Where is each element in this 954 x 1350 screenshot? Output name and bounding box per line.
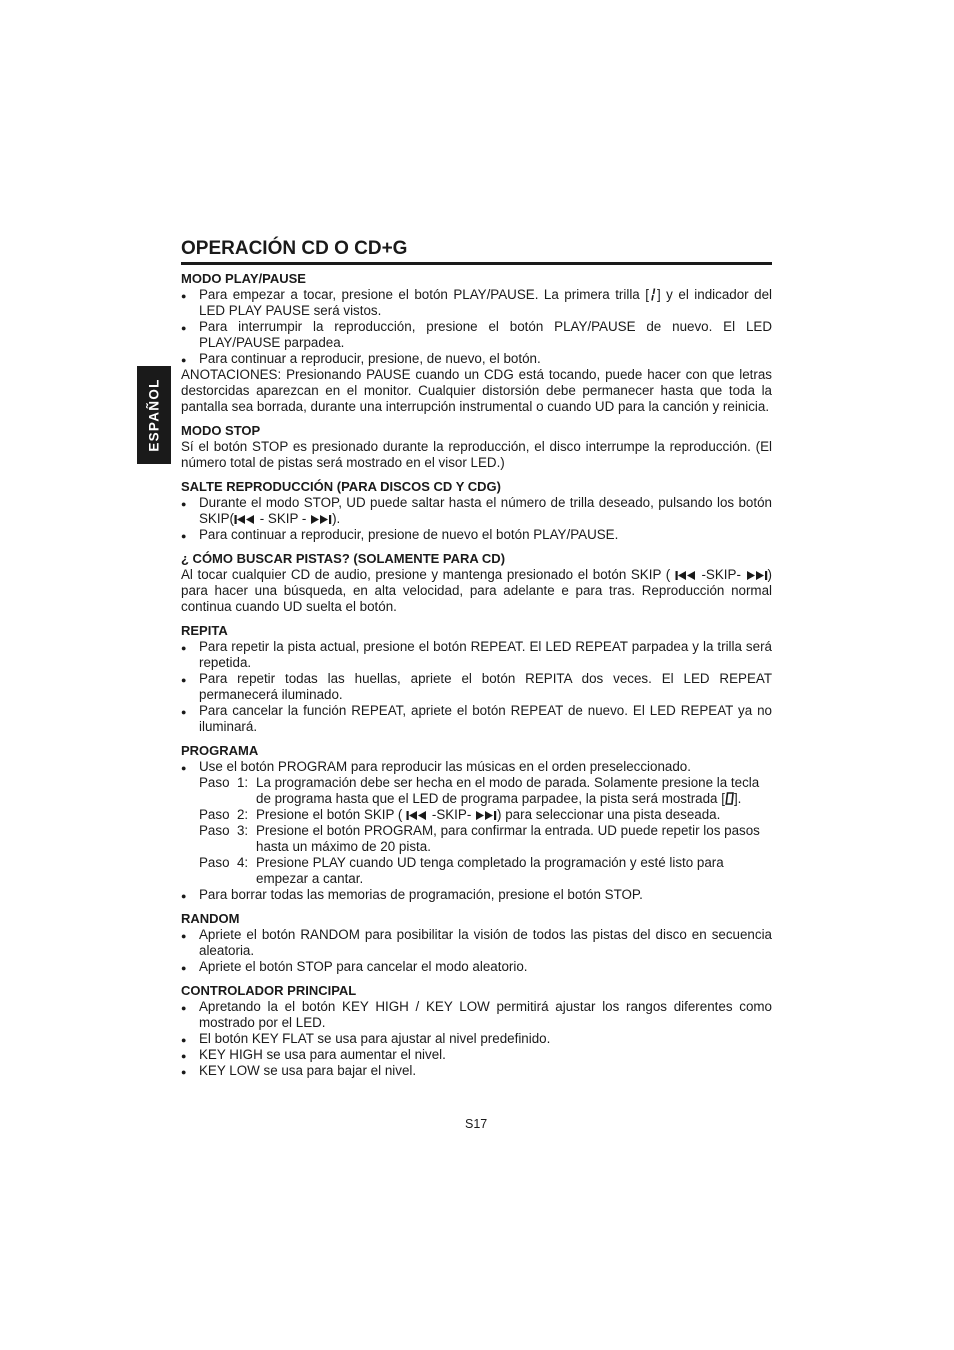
list-item: ● Use el botón PROGRAM para reproducir las músicas en el orden preseleccionado. — [181, 759, 772, 775]
list-item: ● Apriete el botón RANDOM para posibilitar la visión de todos las pistas del disco en secuencia aleatoria. — [181, 927, 772, 959]
content — [181, 237, 772, 1079]
section-heading: RANDOM — [181, 911, 240, 926]
section-search — [181, 551, 772, 615]
list-item: ● Para borrar todas las memorias de programación, presione el botón STOP. — [181, 887, 772, 903]
paragraph: Sí el botón STOP es presionado durante la reproducción, el disco interrumpe la reproducción. (El número total de pistas será mostrado en el visor LED.) — [181, 439, 772, 470]
note-text: ANOTACIONES: Presionando PAUSE cuando un CDG está tocando, puede hacer con que letras destorcidas aparezcan en el monitor. Cualquier distorsión debe permanecer hasta que toda la pantalla sea borrada, durante una interrupción instrumental o cuando UD para la canción y reinicia. — [181, 367, 772, 414]
list-item: ● Apriete el botón STOP para cancelar el modo aleatorio. — [181, 959, 772, 975]
skip-back-icon — [234, 514, 256, 525]
section-stop — [181, 423, 772, 471]
list-item: ● Para continuar a reproducir, presione, de nuevo, el botón. — [181, 351, 772, 367]
section-heading: MODO PLAY/PAUSE — [181, 271, 306, 286]
list-item: ● KEY LOW se usa para bajar el nivel. — [181, 1063, 772, 1079]
section-heading: ¿ CÓMO BUSCAR PISTAS? (SOLAMENTE PARA CD) — [181, 551, 506, 566]
list-item: ● Para cancelar la función REPEAT, apriete el botón REPEAT de nuevo. El LED REPEAT ya no iluminará. — [181, 703, 772, 735]
paragraph: Al tocar cualquier CD de audio, presione y mantenga presionado el botón SKIP ( -SKIP- ) para hacer una búsqueda, en alta velocidad, para adelante e para tras. Reproducción normal continua cuando UD suelta el botón. — [181, 567, 772, 614]
skip-forward-icon — [310, 514, 332, 525]
page-title: OPERACIÓN CD O CD+G — [181, 237, 772, 265]
section-key-control — [181, 983, 772, 1079]
section-play-pause — [181, 271, 772, 415]
page-number: S17 — [465, 1117, 488, 1131]
section-skip — [181, 479, 772, 543]
section-heading: MODO STOP — [181, 423, 261, 438]
list-item: ● Para continuar a reproducir, presione de nuevo el botón PLAY/PAUSE. — [181, 527, 772, 543]
list-item: ● Para repetir la pista actual, presione el botón REPEAT. El LED REPEAT parpadea y la trilla será repetida. — [181, 639, 772, 671]
skip-forward-icon — [746, 570, 768, 581]
section-heading: REPITA — [181, 623, 228, 638]
skip-back-icon — [675, 570, 697, 581]
segment-zero-icon — [725, 792, 734, 805]
section-repeat — [181, 623, 772, 735]
list-item: ● KEY HIGH se usa para aumentar el nivel. — [181, 1047, 772, 1063]
program-step: Paso 4: Presione PLAY cuando UD tenga completado la programación y esté listo para empezar a cantar. — [199, 855, 724, 886]
section-heading: CONTROLADOR PRINCIPAL — [181, 983, 357, 998]
section-heading: PROGRAMA — [181, 743, 259, 758]
program-step: Paso 3: Presione el botón PROGRAM, para confirmar la entrada. UD puede repetir los pasos hasta un máximo de 20 pista. — [199, 823, 760, 854]
section-heading: SALTE REPRODUCCIÓN (PARA DISCOS CD Y CDG) — [181, 479, 501, 494]
section-random — [181, 911, 772, 975]
section-program — [181, 743, 772, 903]
skip-back-icon — [406, 810, 428, 821]
list-item: ● Apretando la el botón KEY HIGH / KEY LOW permitirá ajustar los rangos diferentes como mostrado por el LED. — [181, 999, 772, 1031]
skip-forward-icon — [475, 810, 497, 821]
list-item: ● Para repetir todas las huellas, apriete el botón REPITA dos veces. El LED REPEAT permanecerá iluminado. — [181, 671, 772, 703]
program-step: Paso 1: La programación debe ser hecha en el modo de parada. Solamente presione la tecla de programa hasta que el LED de programa parpadee, la pista será mostrada [ ]. — [199, 775, 760, 806]
language-tab — [137, 366, 171, 464]
language-tab-label: ESPAÑOL — [146, 378, 162, 452]
list-item: ● Para interrumpir la reproducción, presione el botón PLAY/PAUSE de nuevo. El LED PLAY/PAUSE parpadea. — [181, 319, 772, 351]
program-step: Paso 2: Presione el botón SKIP ( -SKIP- ) para seleccionar una pista deseada. — [199, 807, 721, 822]
segment-one-icon — [649, 288, 657, 301]
list-item: ● El botón KEY FLAT se usa para ajustar al nivel predefinido. — [181, 1031, 772, 1047]
list-item: ● Durante el modo STOP, UD puede saltar hasta el número de trilla deseado, pulsando los botón SKIP( - SKIP - ). — [181, 495, 772, 527]
list-item: ● Para empezar a tocar, presione el botón PLAY/PAUSE. La primera trilla [ ] y el indicador del LED PLAY PAUSE será vistos. — [181, 287, 772, 319]
